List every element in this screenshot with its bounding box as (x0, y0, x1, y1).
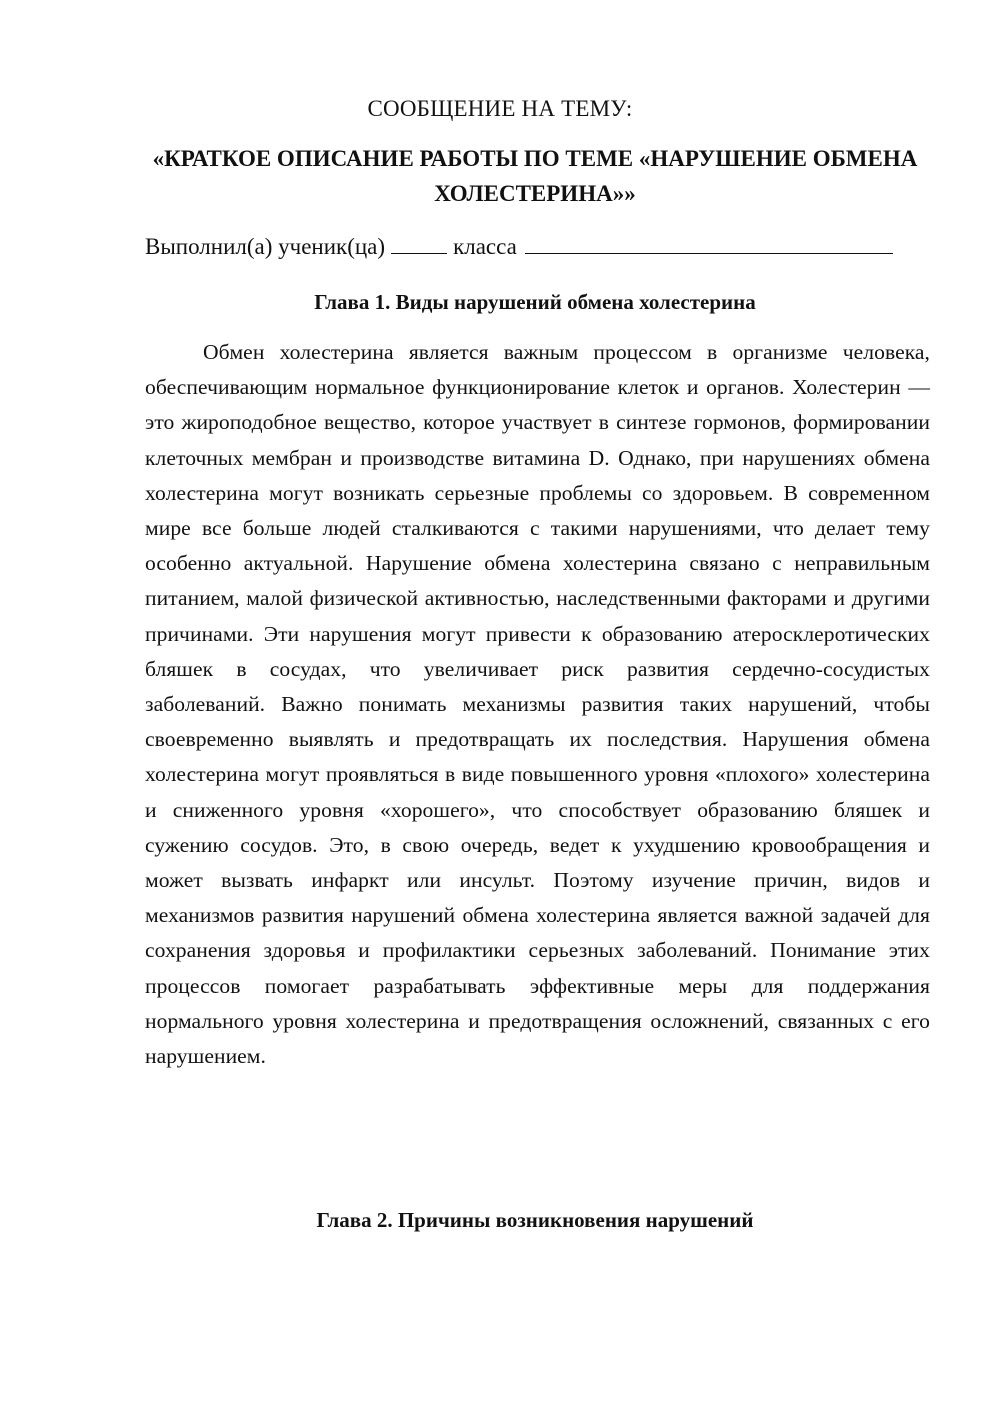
name-blank-field (525, 231, 893, 254)
chapter-1-heading: Глава 1. Виды нарушений обмена холестерина (314, 290, 756, 314)
class-label: класса (453, 234, 517, 259)
author-line (145, 231, 930, 262)
chapter-2-heading: Глава 2. Причины возникновения нарушений (316, 1208, 754, 1232)
message-topic-label: СООБЩЕНИЕ НА ТЕМУ: (367, 96, 633, 121)
performed-by-label: Выполнил(а) ученик(ца) (145, 234, 386, 259)
document-title: «КРАТКОЕ ОПИСАНИЕ РАБОТЫ ПО ТЕМЕ «НАРУШЕНИЕ ОБМЕНА ХОЛЕСТЕРИНА»» (152, 146, 918, 206)
chapter-1-paragraph: Обмен холестерина является важным процессом в организме человека, обеспечивающим нормальное функционирование клеток и органов. Холестерин — это жироподобное вещество, которое участвует в синтезе гормонов, формировании клеточных мембран и производстве витамина D. Однако, при нарушениях обмена холестерина могут возникать серьезные проблемы со здоровьем. В современном мире все больше людей сталкиваются с такими нарушениями, что делает тему особенно актуальной. Нарушение обмена холестерина связано с неправильным питанием, малой физической активностью, наследственными факторами и другими причинами. Эти нарушения могут привести к образованию атеросклеротических бляшек в сосудах, что увеличивает риск развития сердечно-сосудистых заболеваний. Важно понимать механизмы развития таких нарушений, чтобы своевременно выявлять и предотвращать их последствия. Нарушения обмена холестерина могут проявляться в виде повышенного уровня «плохого» холестерина и сниженного уровня «хорошего», что способствует образованию бляшек и сужению сосудов. Это, в свою очередь, ведет к ухудшению кровообращения и может вызвать инфаркт или инсульт. Поэтому изучение причин, видов и механизмов развития нарушений обмена холестерина является важной задачей для сохранения здоровья и профилактики серьезных заболеваний. Понимание этих процессов помогает разрабатывать эффективные меры для поддержания нормального уровня холестерина и предотвращения осложнений, связанных с его нарушением. (145, 340, 930, 1069)
grade-blank-field (391, 231, 447, 254)
